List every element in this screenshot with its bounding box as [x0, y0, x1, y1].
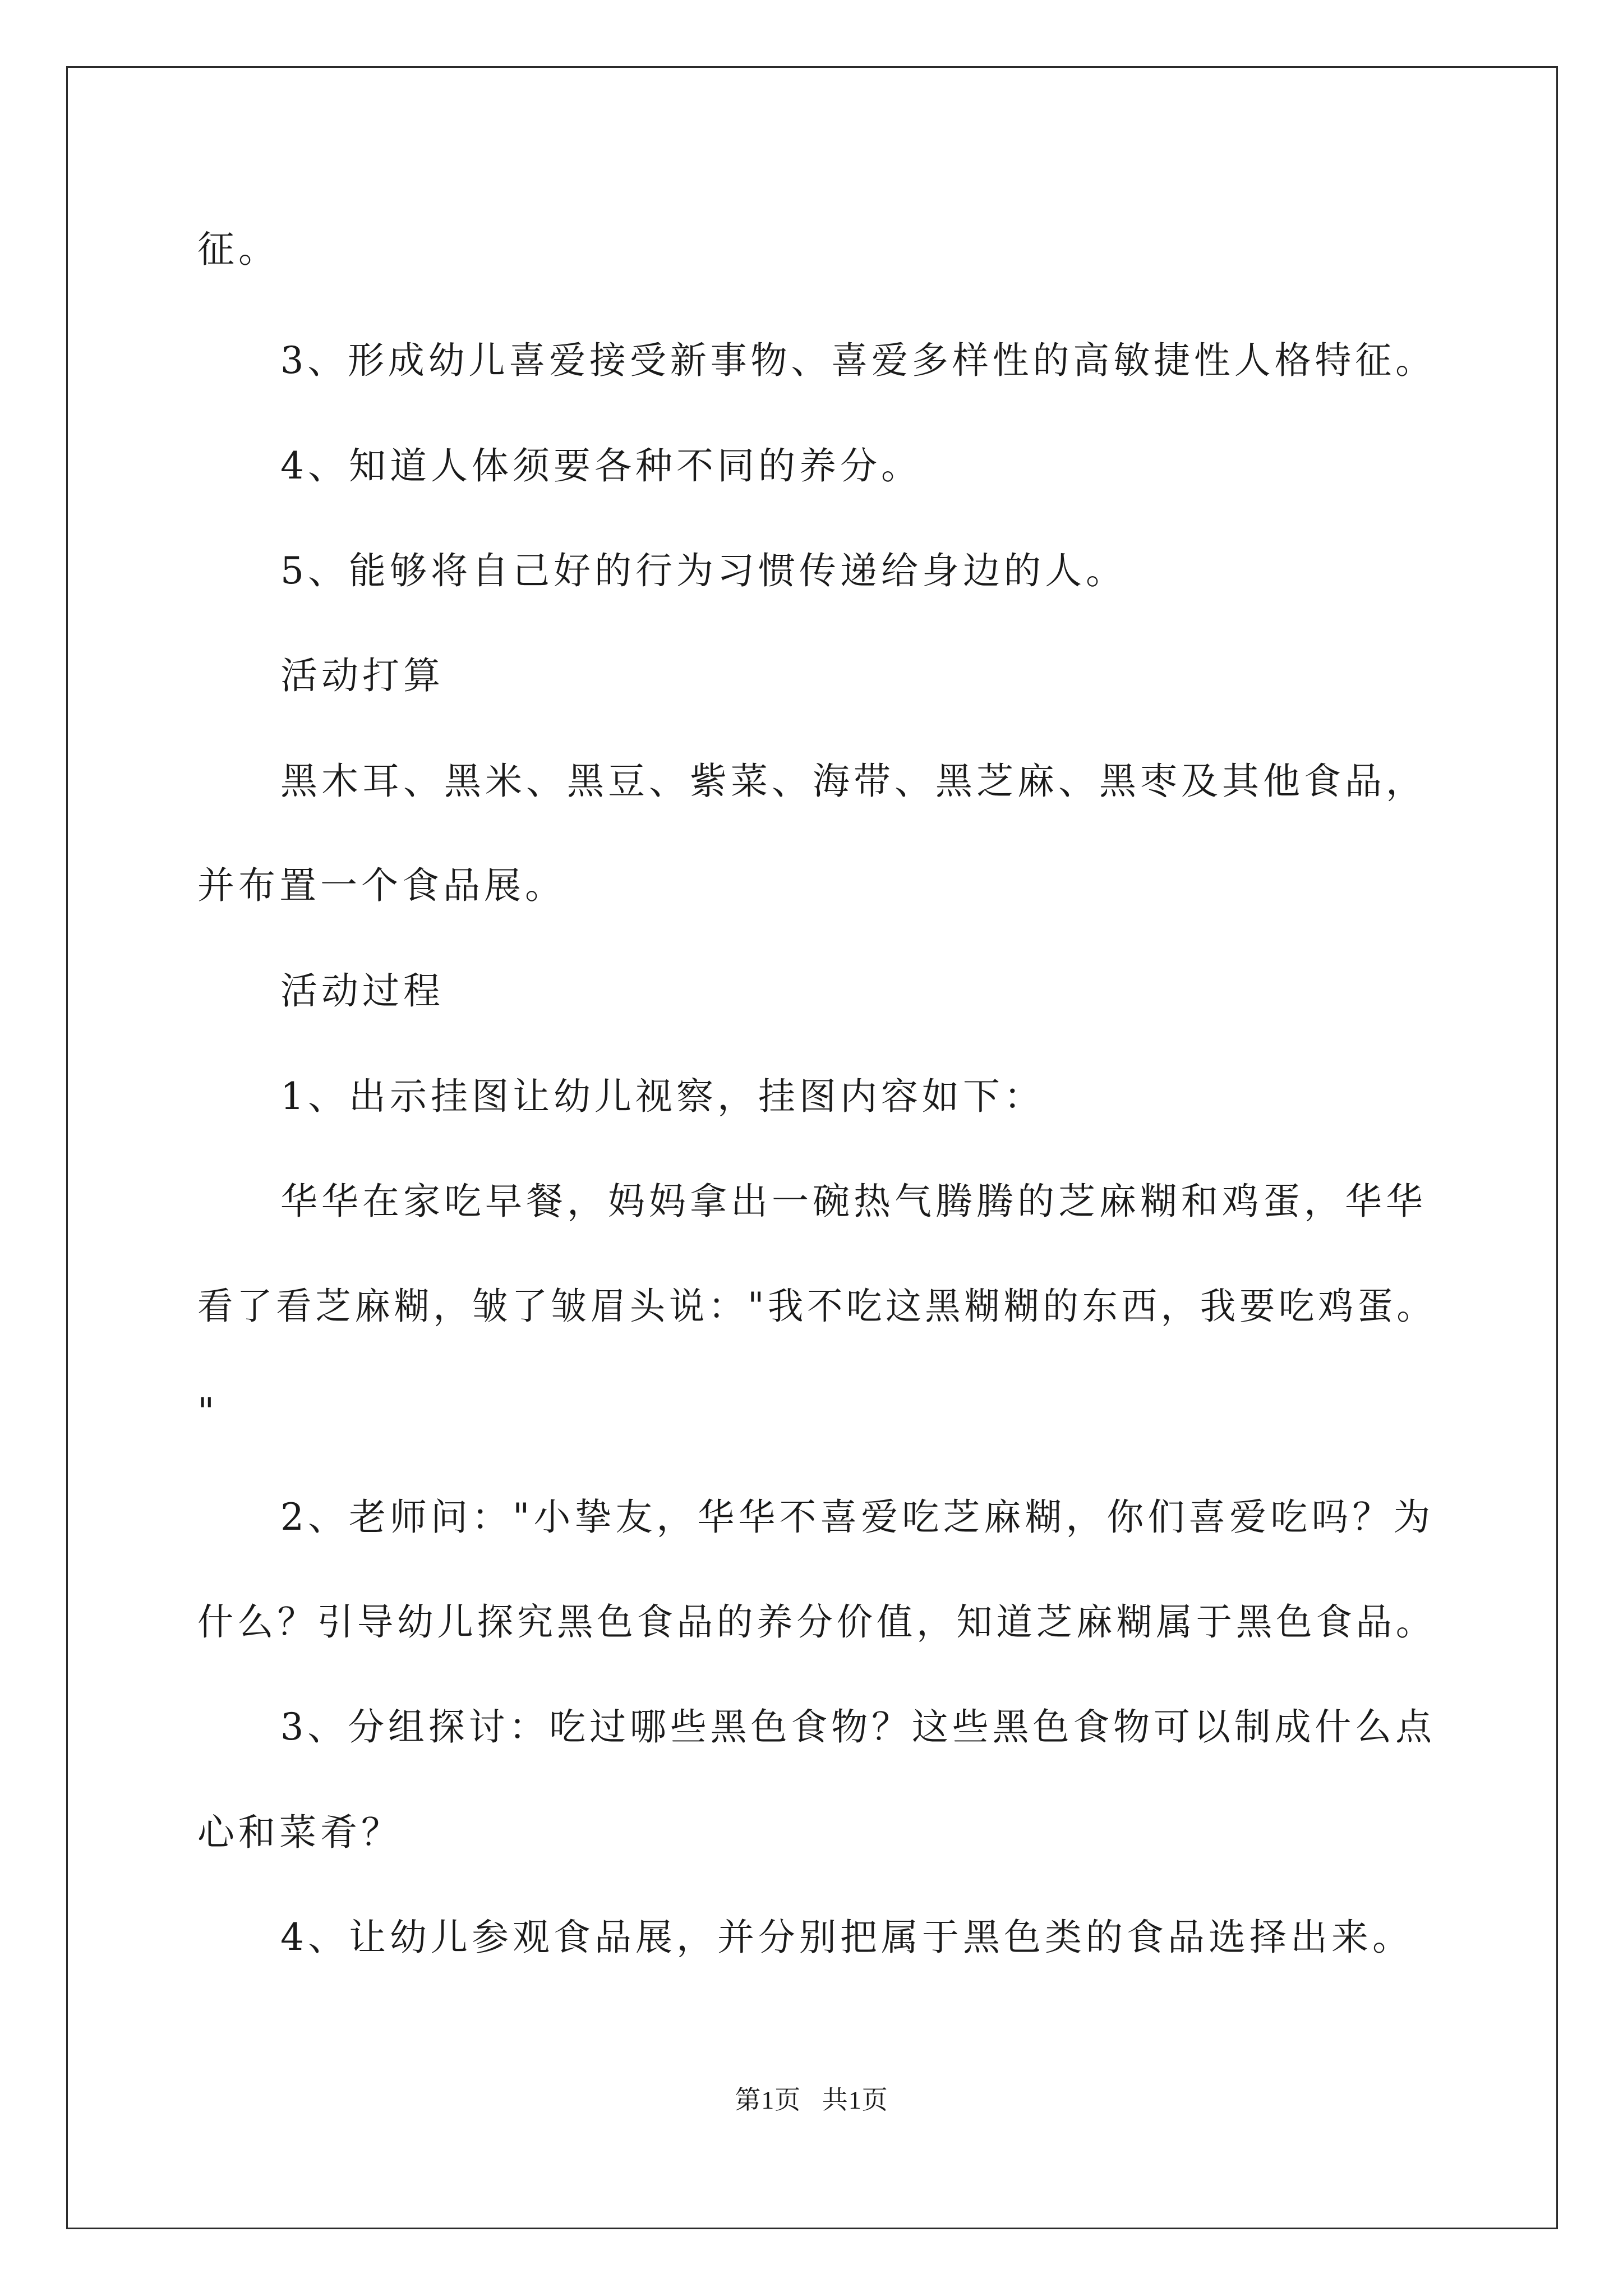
text-line: 心和菜肴？	[197, 1811, 402, 1854]
text-line: 3、形成幼儿喜爱接受新事物、喜爱多样性的高敏捷性人格特征。	[280, 339, 1436, 382]
text-line: 并布置一个食品展。	[197, 864, 566, 907]
text-line: 5、能够将自己好的行为习惯传递给身边的人。	[280, 549, 1127, 592]
section-heading: 活动打算	[280, 654, 444, 697]
text-line: 征。	[197, 228, 279, 271]
page-footer	[0, 2085, 1623, 2116]
text-line: 3、分组探讨：吃过哪些黑色食物？这些黑色食物可以制成什么点	[280, 1705, 1436, 1749]
text-line: 什么？引导幼儿探究黑色食品的养分价值，知道芝麻糊属于黑色食品。	[197, 1600, 1436, 1644]
page-number-label: 第1页 共1页	[735, 2086, 888, 2114]
page-border	[66, 66, 1558, 2229]
text-line: 4、让幼儿参观食品展，并分别把属于黑色类的食品选择出来。	[280, 1916, 1413, 1959]
text-line: 1、出示挂图让幼儿视察，挂图内容如下：	[280, 1075, 1045, 1118]
text-line: 看了看芝麻糊，皱了皱眉头说："我不吃这黑糊糊的东西，我要吃鸡蛋。	[197, 1285, 1436, 1328]
text-line: 4、知道人体须要各种不同的养分。	[280, 444, 922, 487]
text-line: 华华在家吃早餐，妈妈拿出一碗热气腾腾的芝麻糊和鸡蛋，华华	[280, 1180, 1427, 1223]
text-line: 黑木耳、黑米、黑豆、紫菜、海带、黑芝麻、黑枣及其他食品，	[280, 760, 1427, 803]
section-heading: 活动过程	[280, 969, 444, 1013]
text-line: "	[197, 1390, 219, 1433]
text-line: 2、老师问："小挚友，华华不喜爱吃芝麻糊，你们喜爱吃吗？为	[280, 1496, 1435, 1539]
